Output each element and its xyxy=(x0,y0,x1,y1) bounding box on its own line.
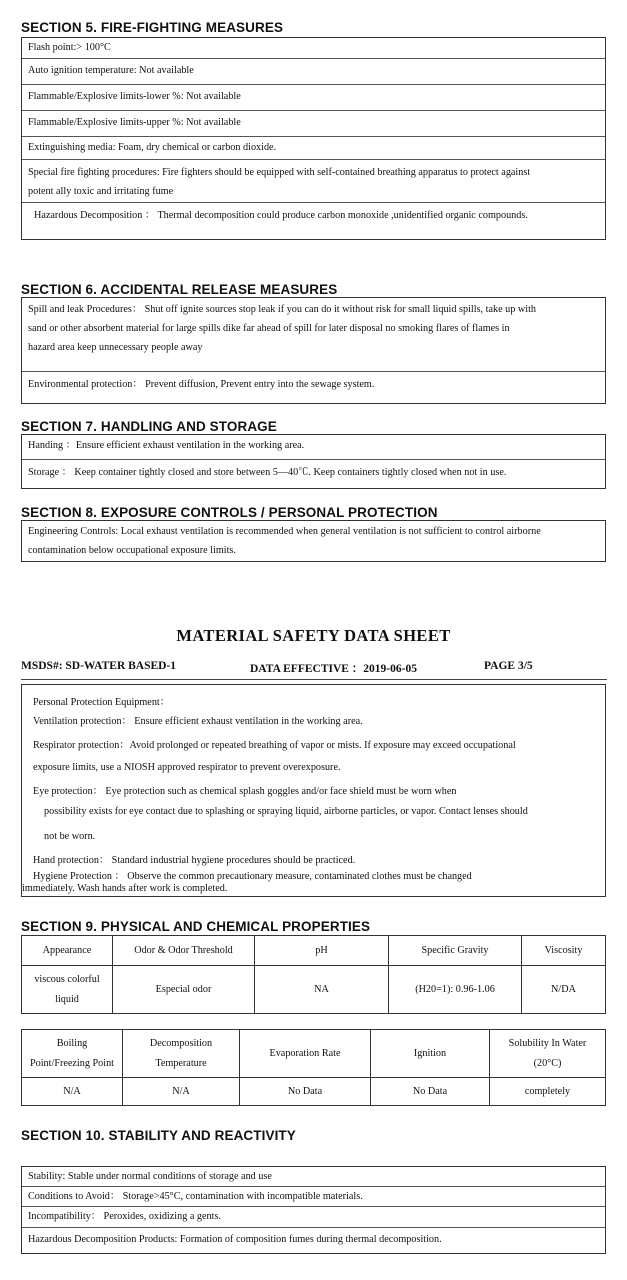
section-7-box xyxy=(21,434,606,489)
ppe-title: Personal Protection Equipment： xyxy=(33,697,170,708)
table-cell: N/A xyxy=(22,1078,123,1106)
boiling-point-header: Boiling Point/Freezing Point xyxy=(22,1030,123,1078)
storage-row: Storage ： Keep container tightly closed and store between 5—40℃. Keep containers tightly closed when not in use. xyxy=(28,467,507,478)
hygiene-protection: Hygiene Protection ： Observe the common precautionary measure, contaminated clothes must be changed xyxy=(33,871,472,882)
section-8-heading: SECTION 8. EXPOSURE CONTROLS / PERSONAL PROTECTION xyxy=(21,505,438,520)
hazardous-decomposition-row: Hazardous Decomposition ： Thermal decomposition could produce carbon monoxide ,unidentified organic compounds. xyxy=(34,210,528,221)
eye-protection-cont-2: not be worn. xyxy=(44,831,96,842)
section-5-heading: SECTION 5. FIRE-FIGHTING MEASURES xyxy=(21,20,284,35)
table-header-cell: Viscosity xyxy=(522,936,606,966)
decomposition-header: Decomposition Temperature xyxy=(123,1030,240,1078)
section-10-heading: SECTION 10. STABILITY AND REACTIVITY xyxy=(21,1128,296,1143)
flammable-lower-row: Flammable/Explosive limits-lower %: Not available xyxy=(22,85,605,111)
properties-table-2 xyxy=(21,1029,606,1106)
flammable-upper-row: Flammable/Explosive limits-upper %: Not available xyxy=(22,111,605,137)
table-row xyxy=(22,966,606,1014)
table-row xyxy=(22,936,606,966)
table-cell: Especial odor xyxy=(113,966,255,1014)
ventilation-protection: Ventilation protection： Ensure efficient exhaust ventilation in the working area. xyxy=(33,716,363,727)
properties-table-1 xyxy=(21,935,606,1014)
engineering-controls-row: Engineering Controls: Local exhaust ventilation is recommended when general ventilation is not sufficient to control airborne contamination below occupational exposure limits. xyxy=(28,526,541,556)
environmental-protection-row: Environmental protection： Prevent diffusion, Prevent entry into the sewage system. xyxy=(28,379,375,390)
incompatibility-row: Incompatibility： Peroxides, oxidizing a gents. xyxy=(22,1207,605,1228)
table-row xyxy=(22,1030,606,1078)
table-header-cell: Ignition xyxy=(371,1030,490,1078)
table-cell: No Data xyxy=(371,1078,490,1106)
hand-protection: Hand protection： Standard industrial hygiene procedures should be practiced. xyxy=(33,855,356,866)
appearance-cell: viscous colorful liquid xyxy=(22,966,113,1014)
table-cell: completely xyxy=(490,1078,606,1106)
table-header-cell: pH xyxy=(255,936,389,966)
table-header-cell: Odor & Odor Threshold xyxy=(113,936,255,966)
spill-procedures-row: Spill and leak Procedures： Shut off ignite sources stop leak if you can do it without risk for small liquid spills, take up with sand or other absorbent material for large spills dike far ahead of spill for later disposal no smoking flares of flames in hazard area keep unnecessary people away xyxy=(22,298,605,372)
date-effective: DATA EFFECTIVE ：2019-06-05 xyxy=(250,663,417,675)
table-cell: N/A xyxy=(123,1078,240,1106)
section-7-heading: SECTION 7. HANDLING AND STORAGE xyxy=(21,419,277,434)
section-10-box xyxy=(21,1166,606,1254)
table-cell: N/DA xyxy=(522,966,606,1014)
section-6-heading: SECTION 6. ACCIDENTAL RELEASE MEASURES xyxy=(21,282,338,297)
extinguishing-media-row: Extinguishing media: Foam, dry chemical or carbon dioxide. xyxy=(22,137,605,160)
section-6-box xyxy=(21,297,606,404)
respirator-protection: Respirator protection：Avoid prolonged or repeated breathing of vapor or mists. If exposure may exceed occupational xyxy=(33,740,516,751)
stability-row: Stability: Stable under normal conditions of storage and use xyxy=(22,1167,605,1187)
table-header-cell: Evaporation Rate xyxy=(240,1030,371,1078)
eye-protection-cont: possibility exists for eye contact due to splashing or spraying liquid, airborne particles, or vapor. Contact lenses should xyxy=(44,806,528,817)
hazardous-products-row: Hazardous Decomposition Products: Formation of composition fumes during thermal decomposition. xyxy=(28,1234,442,1245)
auto-ignition-row: Auto ignition temperature: Not available xyxy=(22,59,605,85)
handing-row: Handing ：Ensure efficient exhaust ventilation in the working area. xyxy=(22,435,605,460)
table-header-cell: Appearance xyxy=(22,936,113,966)
table-cell: NA xyxy=(255,966,389,1014)
conditions-to-avoid-row: Conditions to Avoid： Storage>45°C, contamination with incompatible materials. xyxy=(22,1187,605,1207)
section-5-box xyxy=(21,37,606,240)
page-number: PAGE 3/5 xyxy=(484,660,533,672)
table-header-cell: Specific Gravity xyxy=(389,936,522,966)
table-cell: (H20=1): 0.96-1.06 xyxy=(389,966,522,1014)
hygiene-protection-cont: immediately. Wash hands after work is completed. xyxy=(22,883,228,894)
respirator-protection-cont: exposure limits, use a NIOSH approved respirator to prevent overexposure. xyxy=(33,762,341,773)
header-rule xyxy=(21,679,607,680)
flash-point-row: Flash point:> 100°C xyxy=(22,38,605,59)
table-row xyxy=(22,1078,606,1106)
eye-protection: Eye protection： Eye protection such as chemical splash goggles and/or face shield must be worn when xyxy=(33,786,457,797)
table-cell: No Data xyxy=(240,1078,371,1106)
section-9-heading: SECTION 9. PHYSICAL AND CHEMICAL PROPERTIES xyxy=(21,919,371,934)
document-title: MATERIAL SAFETY DATA SHEET xyxy=(176,626,451,645)
msds-number: MSDS#: SD-WATER BASED-1 xyxy=(21,660,177,672)
special-procedures-row: Special fire fighting procedures: Fire fighters should be equipped with self-contained breathing apparatus to protect against potent ally toxic and irritating fume xyxy=(22,160,605,203)
section-8-box xyxy=(21,520,606,562)
solubility-header: Solubility In Water (20°C) xyxy=(490,1030,606,1078)
